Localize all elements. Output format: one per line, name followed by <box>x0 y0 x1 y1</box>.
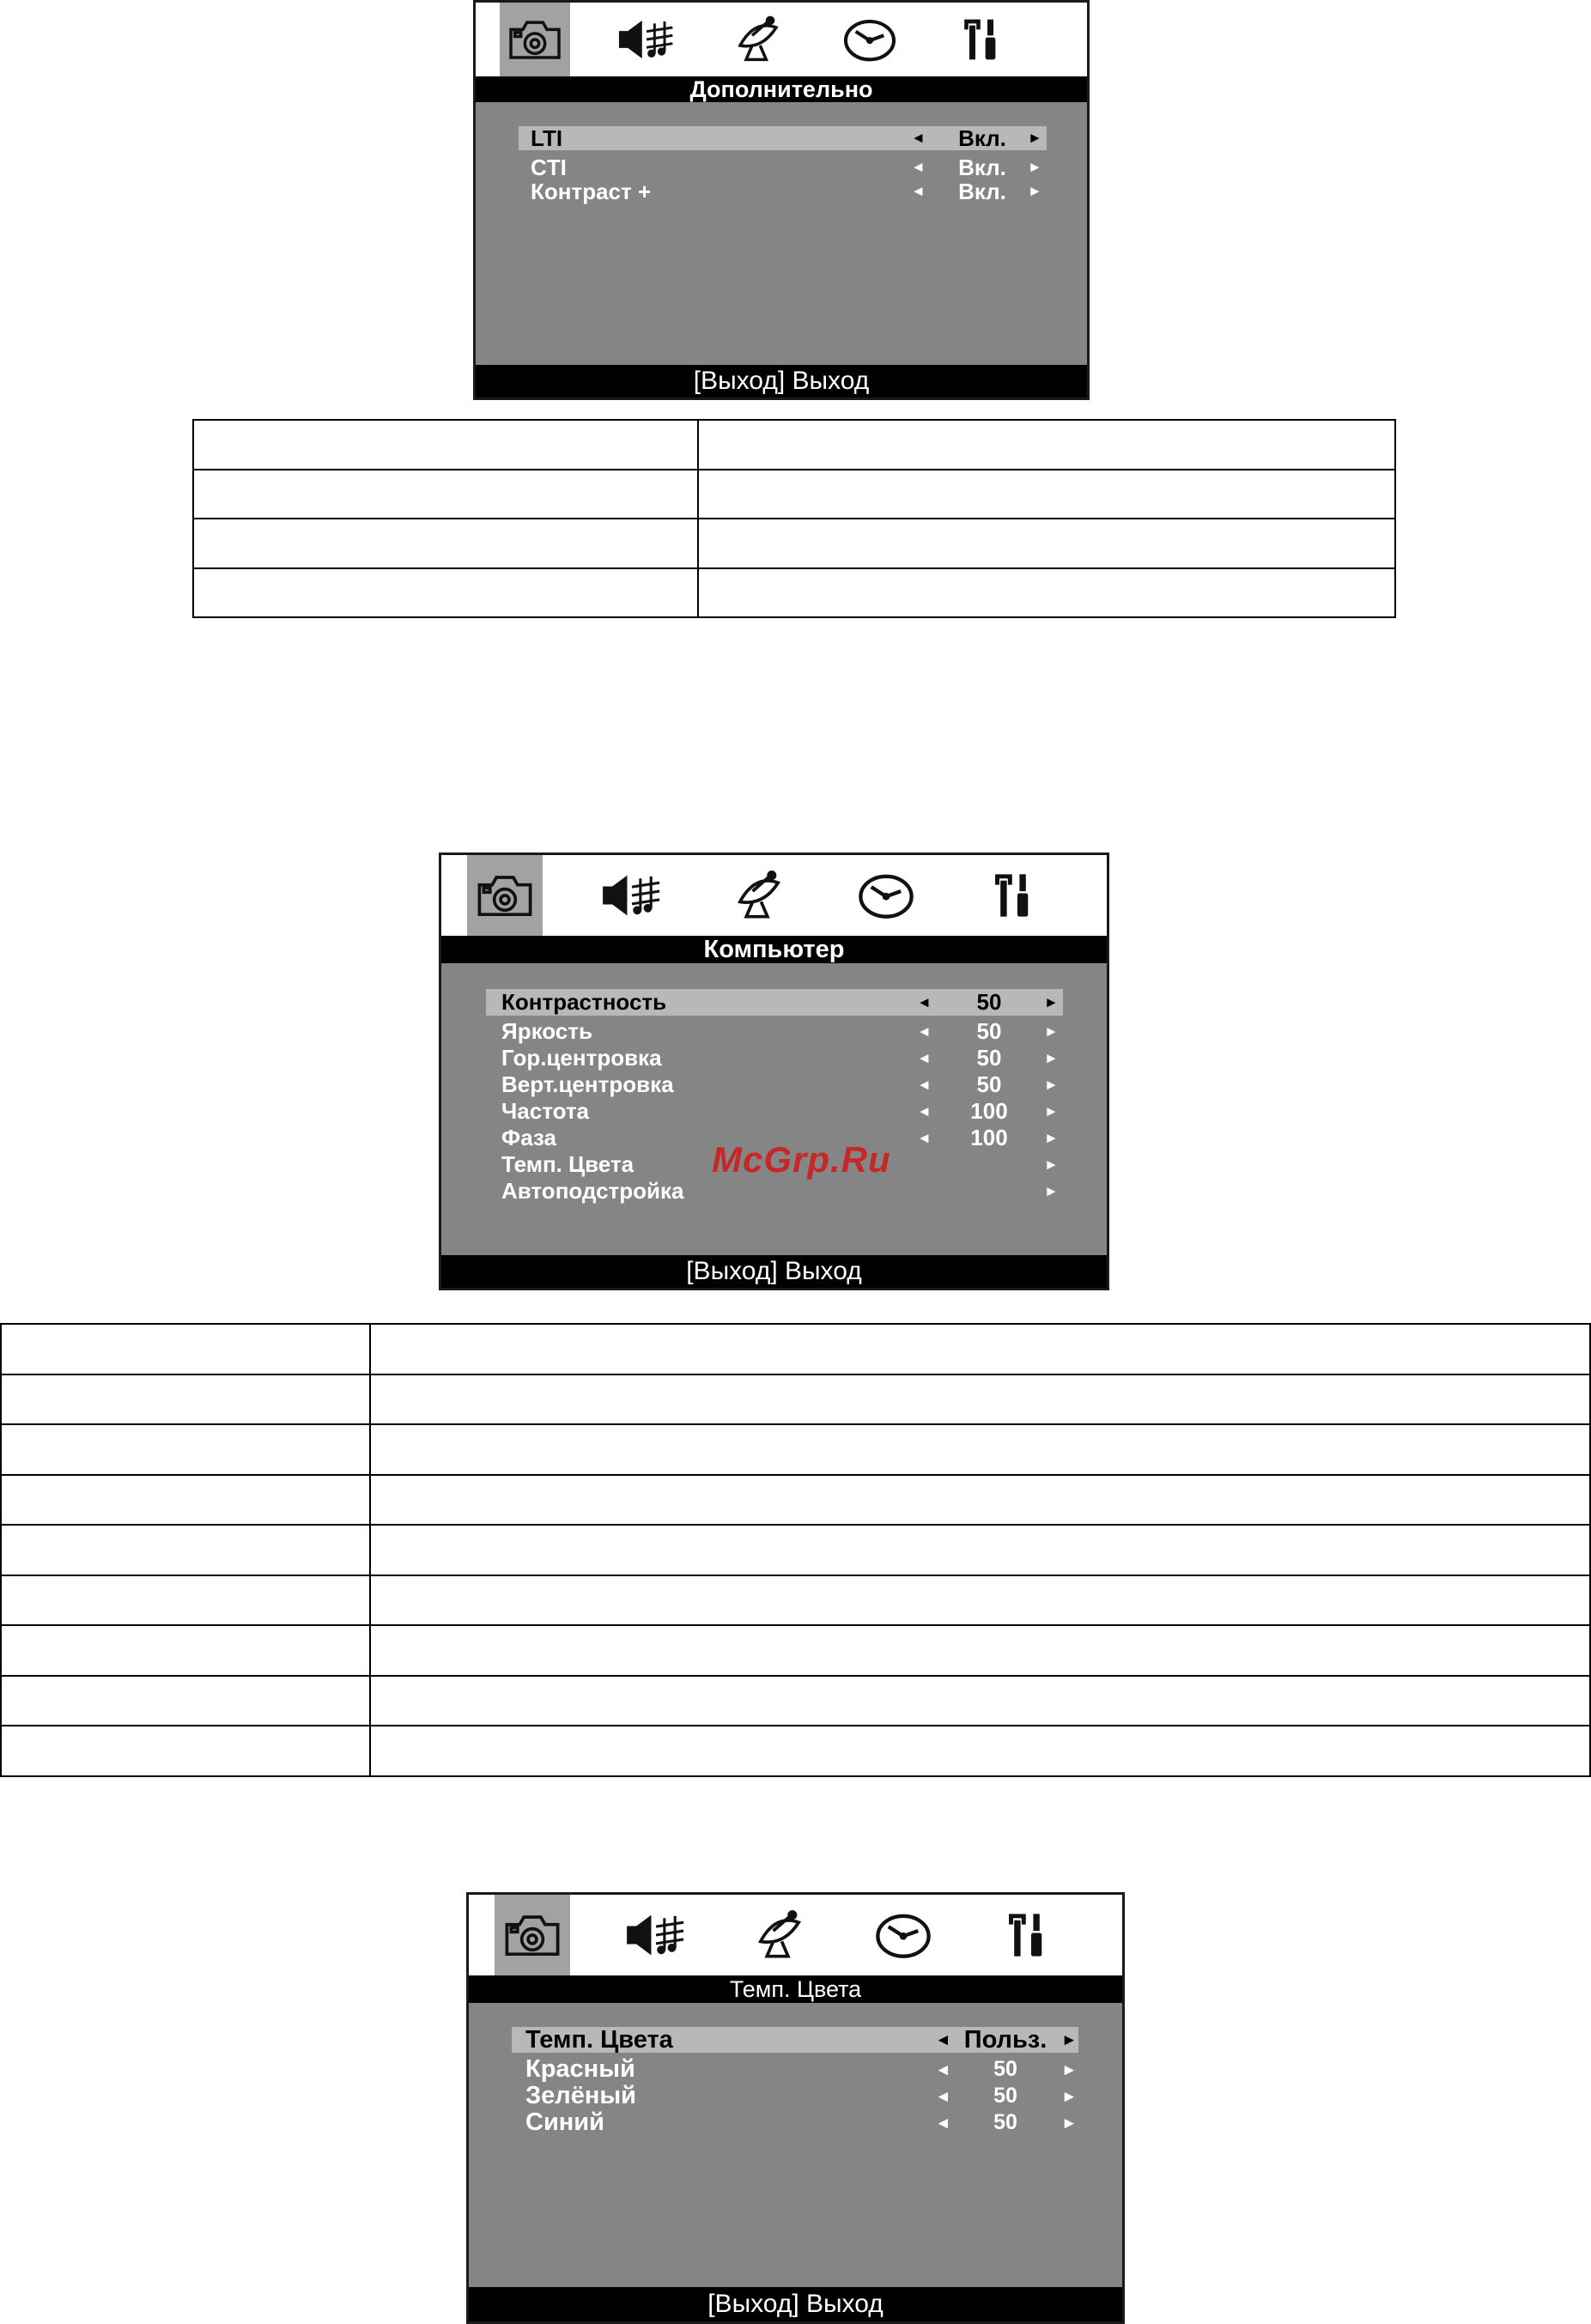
speaker-icon <box>600 870 664 921</box>
menu-footer[interactable]: [Выход] Выход <box>469 2287 1122 2321</box>
left-arrow-icon[interactable]: ◄ <box>935 2087 951 2105</box>
tab-channel[interactable] <box>721 855 797 936</box>
right-arrow-icon[interactable]: ► <box>1028 159 1042 175</box>
menu-footer[interactable]: [Выход] Выход <box>476 365 1087 397</box>
tab-sound[interactable] <box>594 855 670 936</box>
right-arrow-icon[interactable]: ► <box>1044 1183 1059 1199</box>
osd-menu-advanced <box>473 0 1090 400</box>
menu-row-blue[interactable] <box>469 2109 1122 2136</box>
menu-tab-bar <box>469 1895 1122 1977</box>
row-value: Вкл. <box>958 125 1006 151</box>
tab-picture[interactable] <box>500 3 570 76</box>
right-arrow-icon[interactable]: ► <box>1044 1156 1059 1173</box>
osd-menu-computer <box>439 853 1109 1290</box>
row-value: 100 <box>970 1098 1008 1124</box>
table-cell <box>370 1625 1590 1676</box>
left-arrow-icon[interactable]: ◄ <box>917 994 932 1010</box>
row-label: Темп. Цвета <box>501 1151 635 1177</box>
menu-tab-bar <box>441 855 1107 937</box>
left-arrow-icon[interactable]: ◄ <box>935 2060 951 2078</box>
row-value: 50 <box>976 1045 1002 1071</box>
menu-row-v-position[interactable] <box>441 1071 1107 1098</box>
table-cell <box>1 1424 370 1475</box>
right-arrow-icon[interactable]: ► <box>1044 1050 1059 1066</box>
menu-row-color-temp[interactable] <box>469 2025 1122 2054</box>
right-arrow-icon[interactable]: ► <box>1061 2114 1078 2132</box>
row-value: 100 <box>970 1125 1008 1150</box>
table-cell <box>1 1525 370 1575</box>
speaker-icon <box>624 1909 688 1961</box>
menu-footer[interactable]: [Выход] Выход <box>441 1255 1107 1288</box>
table-cell <box>698 519 1395 568</box>
right-arrow-icon[interactable]: ► <box>1028 130 1042 146</box>
table-cell <box>1 1324 370 1374</box>
table-cell <box>193 470 698 519</box>
menu-row-h-position[interactable] <box>441 1045 1107 1071</box>
right-arrow-icon[interactable]: ► <box>1028 183 1042 199</box>
table-cell <box>370 1525 1590 1575</box>
table-cell <box>1 1726 370 1776</box>
row-label: CTI <box>531 155 567 180</box>
table-cell <box>1 1625 370 1676</box>
tools-icon <box>981 870 1045 921</box>
clock-icon <box>871 1909 935 1961</box>
row-label: Фаза <box>501 1125 557 1150</box>
menu-row-contrast[interactable] <box>441 988 1107 1016</box>
tab-setup[interactable] <box>975 855 1051 936</box>
menu-row-brightness[interactable] <box>441 1018 1107 1045</box>
row-value: 50 <box>993 2057 1017 2081</box>
left-arrow-icon[interactable]: ◄ <box>917 1077 932 1093</box>
table-cell <box>370 1676 1590 1726</box>
right-arrow-icon[interactable]: ► <box>1044 1023 1059 1040</box>
row-label: Частота <box>501 1098 590 1124</box>
tools-icon <box>951 15 1011 64</box>
row-value: Вкл. <box>958 155 1006 180</box>
menu-row-auto-adjust[interactable] <box>441 1178 1107 1204</box>
left-arrow-icon[interactable]: ◄ <box>935 2030 951 2048</box>
menu-row-green[interactable] <box>469 2083 1122 2109</box>
right-arrow-icon[interactable]: ► <box>1061 2030 1078 2048</box>
table-cell <box>370 1475 1590 1526</box>
left-arrow-icon[interactable]: ◄ <box>917 1130 932 1146</box>
left-arrow-icon[interactable]: ◄ <box>911 183 926 199</box>
row-label: Контраст + <box>531 179 652 204</box>
row-value: Польз. <box>963 2026 1048 2054</box>
table-cell <box>370 1424 1590 1475</box>
satellite-dish-icon <box>748 1909 811 1961</box>
tab-timer[interactable] <box>848 855 924 936</box>
speaker-icon <box>616 15 677 64</box>
row-label: Синий <box>525 2109 604 2136</box>
right-arrow-icon[interactable]: ► <box>1061 2087 1078 2105</box>
row-value: 50 <box>976 1018 1002 1044</box>
row-label: Контрастность <box>501 989 667 1015</box>
tab-channel[interactable] <box>723 3 793 76</box>
row-label: Автоподстройка <box>501 1178 684 1204</box>
table-cell <box>1 1374 370 1425</box>
clock-icon <box>854 870 918 921</box>
camera-icon <box>505 15 565 64</box>
menu-title: Темп. Цвета <box>469 1975 1122 2003</box>
row-label: Верт.центровка <box>501 1071 674 1097</box>
row-value: 50 <box>993 2084 1017 2108</box>
osd-menu-color-temp <box>466 1892 1125 2324</box>
camera-icon <box>501 1909 564 1961</box>
clock-icon <box>840 15 900 64</box>
table-cell <box>193 519 698 568</box>
table-cell <box>698 420 1395 470</box>
menu-tab-bar <box>476 3 1087 78</box>
menu-title: Дополнительно <box>476 76 1087 102</box>
table-cell <box>370 1575 1590 1626</box>
tab-sound[interactable] <box>611 3 682 76</box>
right-arrow-icon[interactable]: ► <box>1061 2060 1078 2078</box>
tab-setup[interactable] <box>946 3 1017 76</box>
menu-row-lti[interactable] <box>476 124 1087 152</box>
right-arrow-icon[interactable]: ► <box>1044 994 1059 1010</box>
table-cell <box>698 568 1395 618</box>
table-cell <box>193 568 698 618</box>
right-arrow-icon[interactable]: ► <box>1044 1077 1059 1093</box>
table-cell <box>1 1575 370 1626</box>
table-cell <box>370 1726 1590 1776</box>
tab-picture[interactable] <box>467 855 543 936</box>
menu-row-red[interactable] <box>469 2056 1122 2083</box>
tab-sound[interactable] <box>618 1895 694 1975</box>
table-cell <box>193 420 698 470</box>
left-arrow-icon[interactable]: ◄ <box>911 130 926 146</box>
left-arrow-icon[interactable]: ◄ <box>917 1023 932 1040</box>
watermark: McGrp.Ru <box>712 1139 891 1180</box>
description-table-2 <box>0 1323 1591 1777</box>
table-cell <box>370 1374 1590 1425</box>
table-cell <box>698 470 1395 519</box>
satellite-dish-icon <box>727 870 791 921</box>
table-cell <box>1 1676 370 1726</box>
row-label: Яркость <box>501 1018 592 1044</box>
satellite-dish-icon <box>728 15 788 64</box>
menu-row-contrast-plus[interactable] <box>476 179 1087 204</box>
left-arrow-icon[interactable]: ◄ <box>917 1050 932 1066</box>
row-value: 50 <box>976 1071 1002 1097</box>
description-table-1 <box>192 419 1396 618</box>
row-label: Темп. Цвета <box>525 2026 673 2054</box>
row-label: LTI <box>531 125 563 151</box>
table-cell <box>370 1324 1590 1374</box>
right-arrow-icon[interactable]: ► <box>1044 1130 1059 1146</box>
left-arrow-icon[interactable]: ◄ <box>917 1103 932 1120</box>
tools-icon <box>995 1909 1059 1961</box>
table-cell <box>1 1475 370 1526</box>
tab-channel[interactable] <box>742 1895 817 1975</box>
menu-row-cti[interactable] <box>476 155 1087 180</box>
row-value: 50 <box>976 989 1002 1015</box>
menu-row-frequency[interactable] <box>441 1098 1107 1125</box>
left-arrow-icon[interactable]: ◄ <box>911 159 926 175</box>
left-arrow-icon[interactable]: ◄ <box>935 2114 951 2132</box>
row-label: Красный <box>525 2055 635 2083</box>
menu-title: Компьютер <box>441 936 1107 963</box>
tab-picture[interactable] <box>495 1895 570 1975</box>
right-arrow-icon[interactable]: ► <box>1044 1103 1059 1120</box>
camera-icon <box>473 870 537 921</box>
row-value: Вкл. <box>958 179 1006 204</box>
row-value: 50 <box>993 2110 1017 2134</box>
tab-timer[interactable] <box>835 3 905 76</box>
tab-timer[interactable] <box>865 1895 941 1975</box>
row-label: Зелёный <box>525 2082 636 2109</box>
tab-setup[interactable] <box>989 1895 1065 1975</box>
row-label: Гор.центровка <box>501 1045 662 1071</box>
